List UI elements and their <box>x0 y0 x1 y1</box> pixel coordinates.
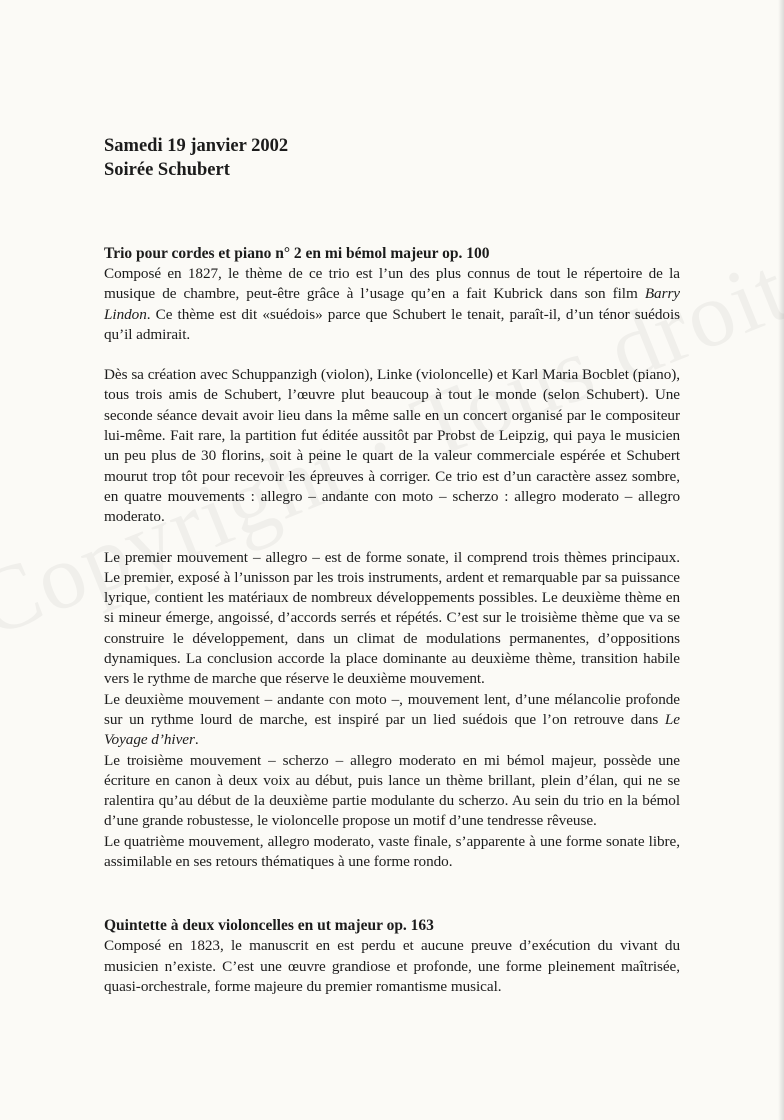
page-edge-shadow <box>778 0 784 1120</box>
section-title: Quintette à deux violoncelles en ut majeur op. 163 <box>104 917 434 935</box>
text-run: Composé en 1827, le thème de ce trio est l’un des plus connus de tout le répertoire de la musique de chambre, peut-être grâce à l’usage qu’en a fait Kubrick dans son film <box>104 265 680 303</box>
concert-title: Soirée Schubert <box>104 160 230 180</box>
program-header <box>104 134 680 182</box>
section-quintet <box>104 916 680 997</box>
text-run: Le deuxième mouvement – andante con moto –, mouvement lent, d’une mélancolie profonde sur un rythme lourd de marche, est inspiré par un lied suédois que l’on retrouve dans <box>104 690 680 728</box>
paragraph <box>104 690 680 751</box>
paragraph: Le troisième mouvement – scherzo – allegro moderato en mi bémol majeur, possède une écriture en canon à deux voix au début, puis lance un thème brillant, plein d’élan, qui ne se ralentira qu’au début de la deuxième partie modulante du scherzo. Au sein du trio en la bémol d’une grande robustesse, le violoncelle propose un motif d’une tendresse rêveuse. <box>104 751 680 830</box>
document-page <box>104 134 680 997</box>
paragraph <box>104 264 680 345</box>
concert-date: Samedi 19 janvier 2002 <box>104 136 289 156</box>
text-run: . <box>194 731 199 749</box>
paragraph: Composé en 1823, le manuscrit en est perdu et aucune preuve d’exécution du vivant du musicien n’existe. C’est une œuvre grandiose et profonde, une forme pleinement maîtrisée, quasi-orchestrale, forme majeure du premier romantisme musical. <box>104 937 680 995</box>
text-run: . Ce thème est dit «suédois» parce que Schubert le tenait, paraît-il, d’un ténor suédois qu’il admirait. <box>104 305 680 343</box>
film-title: Barry Lindon <box>104 285 680 323</box>
work-title: Le Voyage d’hiver <box>104 710 680 749</box>
paragraph: Le quatrième mouvement, allegro moderato, vaste finale, s’apparente à une forme sonate libre, assimilable en ses retours thématiques à une forme rondo. <box>104 832 680 871</box>
section-trio <box>104 244 680 872</box>
paragraph: Dès sa création avec Schuppanzigh (violon), Linke (violoncelle) et Karl Maria Bocblet (piano), tous trois amis de Schubert, l’œuvre plut beaucoup à tout le monde (selon Schubert). Une seconde séance devait avoir lieu dans la même salle en un concert organisé par le compositeur lui-même. Fait rare, la partition fut éditée aussitôt par Probst de Leipzig, qui paya le musicien un peu plus de 30 florins, soit à peine le quart de la valeur commerciale espérée et Schubert mourut trop tôt pour recevoir les épreuves à corriger. Ce trio est d’un caractère assez sombre, en quatre mouvements : allegro – andante con moto – scherzo : allegro moderato – allegro moderato. <box>104 366 680 526</box>
paragraph: Le premier mouvement – allegro – est de forme sonate, il comprend trois thèmes principaux. Le premier, exposé à l’unisson par les trois instruments, ardent et remarquable par sa puissance lyrique, contient les matériaux de nombreux développements possibles. Le deuxième thème en si mineur émerge, angoissé, d’accords serrés et répétés. C’est sur le troisième thème que va se construire le développement, dans un climat de modulations permanentes, d’oppositions dynamiques. La conclusion accorde la place dominante au deuxième thème, transition habile vers le rythme de marche que réserve le deuxième mouvement. <box>104 548 680 688</box>
section-title: Trio pour cordes et piano n° 2 en mi bémol majeur op. 100 <box>104 245 490 262</box>
